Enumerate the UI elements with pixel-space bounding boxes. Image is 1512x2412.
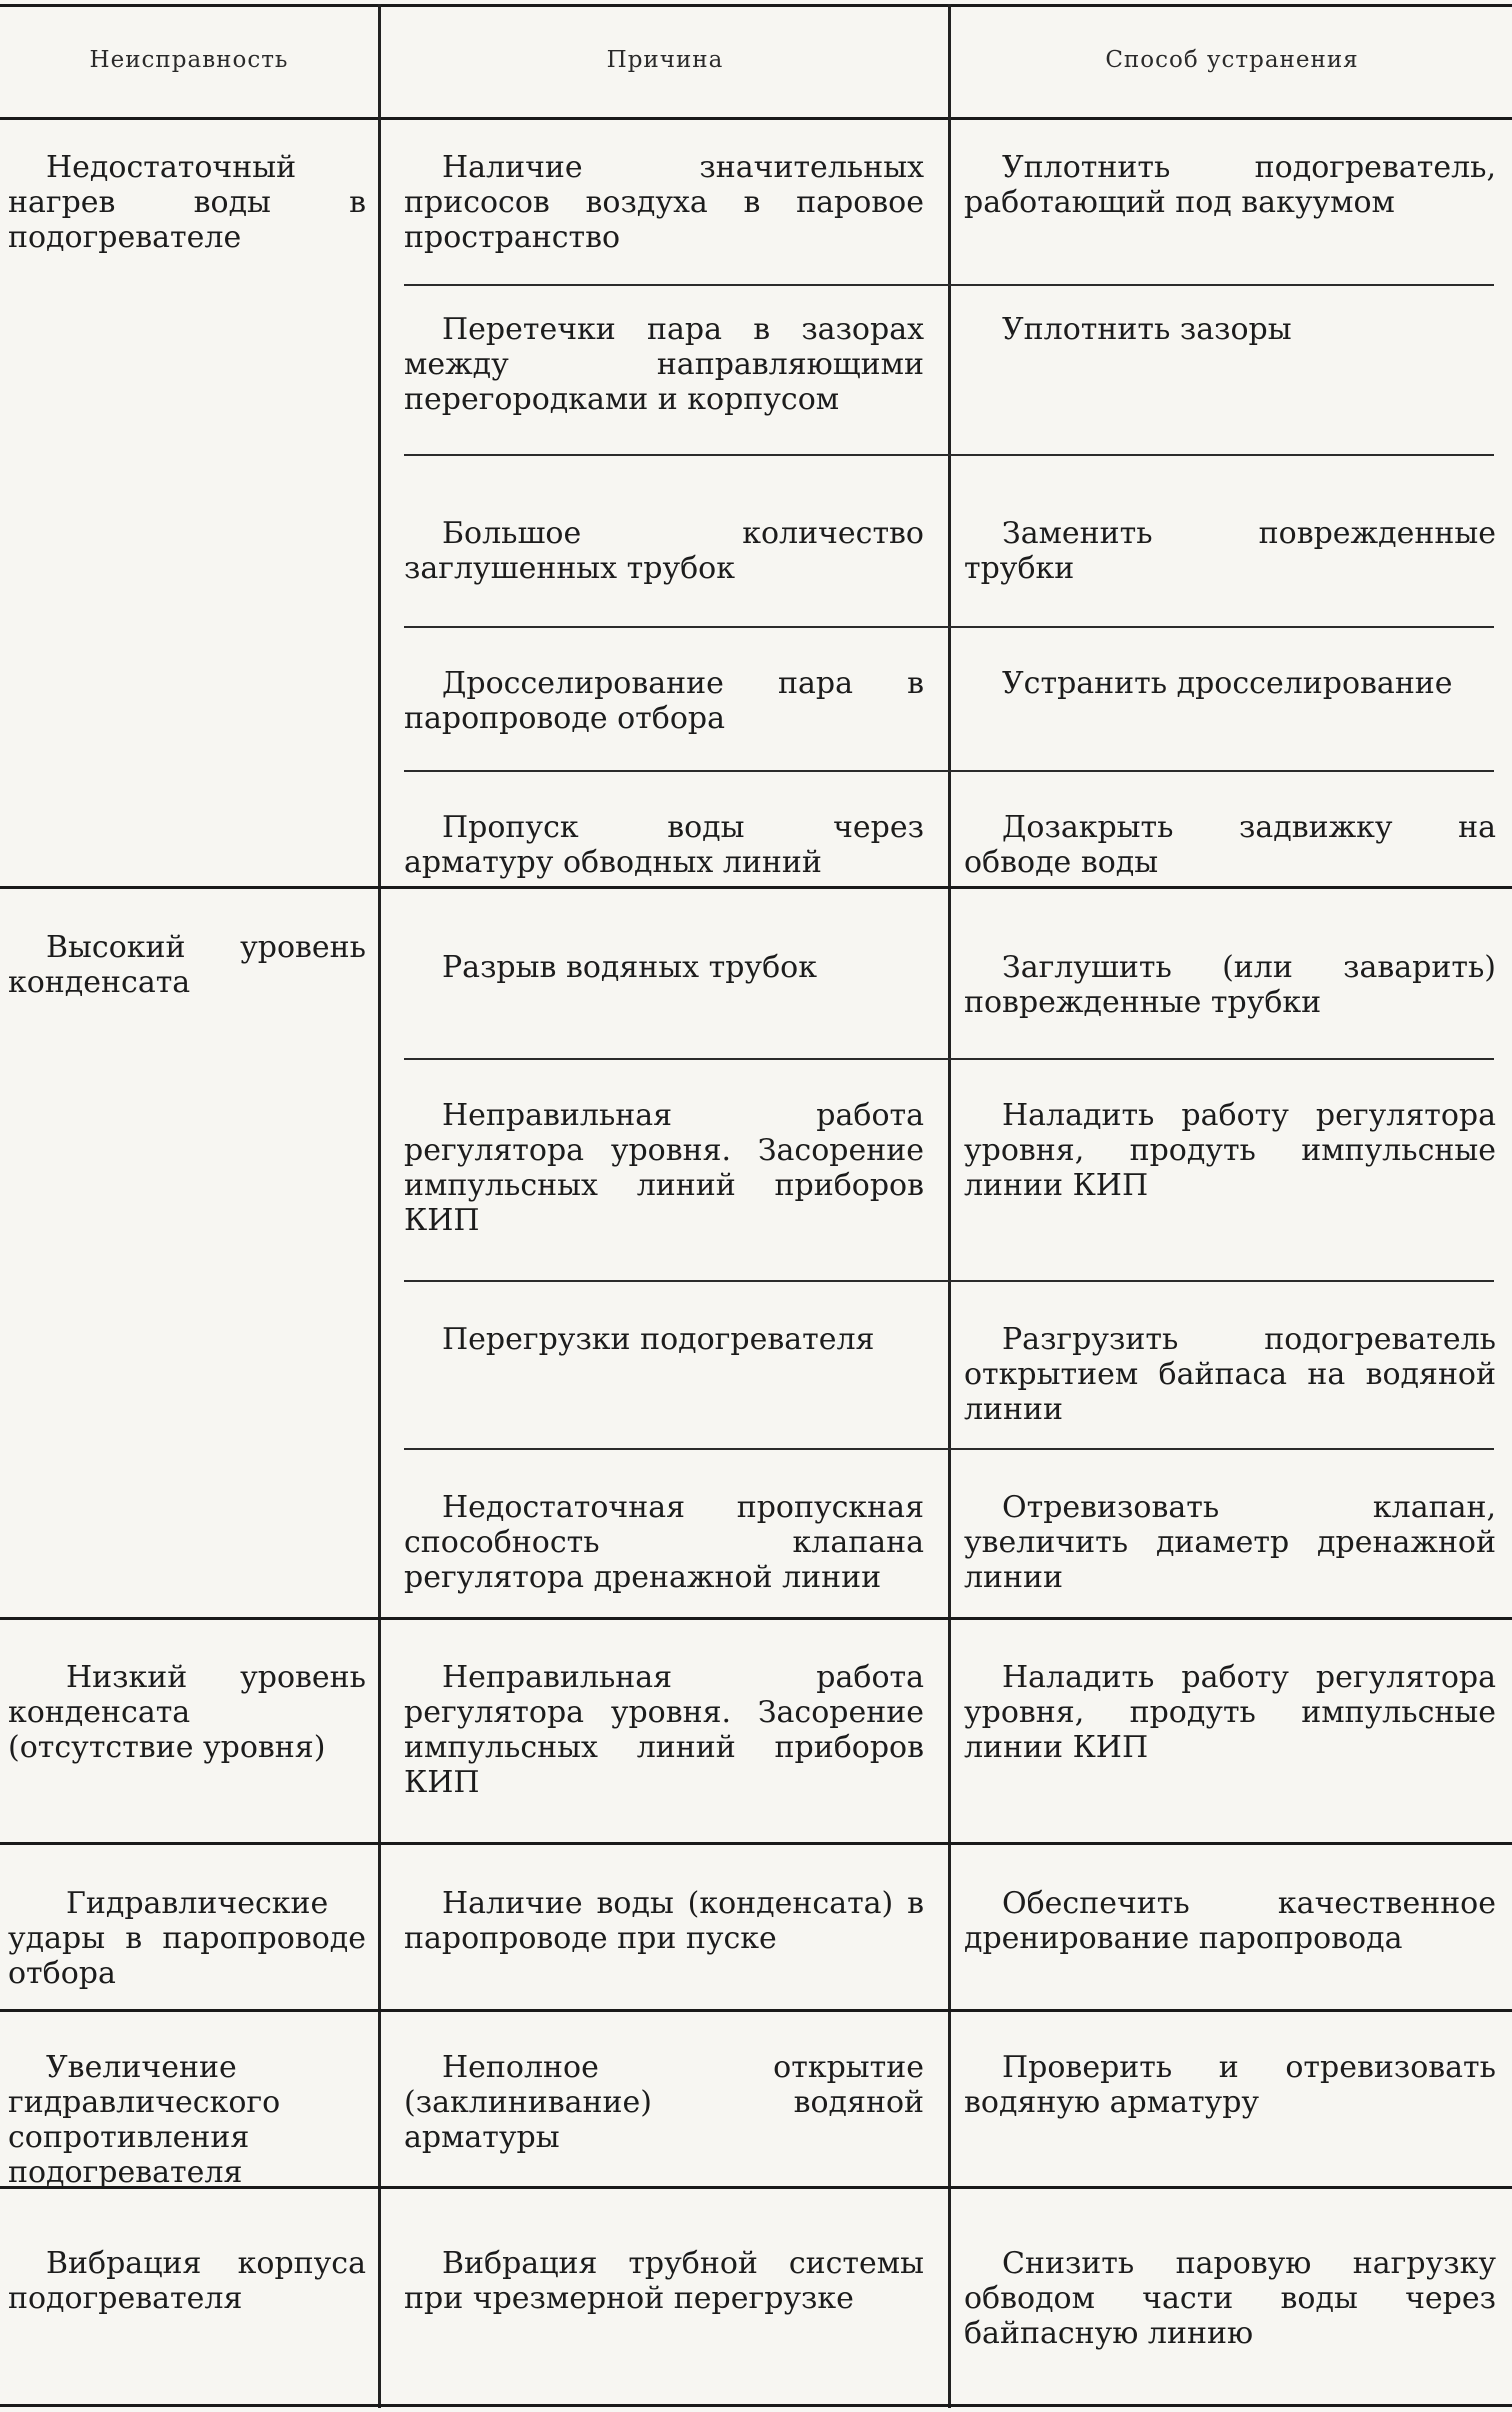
- header-bottom-border: [0, 117, 1512, 120]
- fault-cell: Вибрация корпуса подогревателя: [8, 2246, 366, 2316]
- remedy-cell: Дозакрыть задвижку на обводе воды: [964, 810, 1496, 880]
- remedy-cell: Заменить поврежденные трубки: [964, 516, 1496, 586]
- row-separator: [404, 1448, 1494, 1450]
- row-separator: [404, 1280, 1494, 1282]
- cause-cell: Вибрация трубной системы при чрезмерной перегрузке: [404, 2246, 924, 2316]
- remedy-cell: Уплотнить зазоры: [1002, 312, 1292, 347]
- fault-cell: Высокий уровень конденсата: [8, 930, 366, 1000]
- remedy-cell: Устранить дросселирование: [1002, 666, 1453, 701]
- remedy-cell: Уплотнить подогреватель, работающий под вакуумом: [964, 150, 1496, 220]
- row-separator: [404, 284, 1494, 286]
- column-divider-1: [378, 4, 381, 2408]
- header-remedy: Способ устранения: [1105, 47, 1359, 73]
- cause-cell: Перегрузки подогревателя: [442, 1322, 875, 1357]
- row-separator: [404, 770, 1494, 772]
- row-separator: [404, 1058, 1494, 1060]
- cause-cell: Неправильная работа регулятора уровня. Засорение импульсных линий приборов КИП: [404, 1660, 924, 1800]
- remedy-cell: Снизить паровую нагрузку обводом части воды через байпасную линию: [964, 2246, 1496, 2351]
- cause-cell: Неправильная работа регулятора уровня. Засорение импульсных линий приборов КИП: [404, 1098, 924, 1238]
- remedy-cell: Проверить и отревизовать водяную арматуру: [964, 2050, 1496, 2120]
- column-divider-2: [948, 4, 951, 2408]
- cause-cell: Недостаточная пропускная способность клапана регулятора дренажной линии: [404, 1490, 924, 1595]
- cause-cell: Наличие воды (конденсата) в паропроводе при пуске: [404, 1886, 924, 1956]
- fault-cell: Недостаточный нагрев воды в подогревателе: [8, 150, 366, 255]
- remedy-cell: Наладить работу регулятора уровня, продуть импульсные линии КИП: [964, 1660, 1496, 1765]
- remedy-cell: Наладить работу регулятора уровня, продуть импульсные линии КИП: [964, 1098, 1496, 1203]
- cause-cell: Неполное открытие (заклинивание) водяной арматуры: [404, 2050, 924, 2155]
- remedy-cell: Разгрузить подогреватель открытием байпаса на водяной линии: [964, 1322, 1496, 1427]
- remedy-cell: Обеспечить качественное дренирование паропровода: [964, 1886, 1496, 1956]
- fault-cell: Гидравлические удары в паропроводе отбора: [8, 1886, 366, 1991]
- group-separator: [0, 1617, 1512, 1620]
- table-bottom-border: [0, 2404, 1512, 2407]
- cause-cell: Дросселирование пара в паропроводе отбора: [404, 666, 924, 736]
- remedy-cell: Отревизовать клапан, увеличить диаметр дренажной линии: [964, 1490, 1496, 1595]
- row-separator: [404, 454, 1494, 456]
- group-separator: [0, 2009, 1512, 2012]
- header-fault: Неисправность: [89, 47, 289, 73]
- group-separator: [0, 886, 1512, 889]
- cause-cell: Пропуск воды через арматуру обводных линий: [404, 810, 924, 880]
- group-separator: [0, 1842, 1512, 1845]
- cause-cell: Перетечки пара в зазорах между направляющими перегородками и корпусом: [404, 312, 924, 417]
- fault-cell: Увеличение гидравлического сопротивления подогревателя: [8, 2050, 281, 2190]
- cause-cell: Большое количество заглушенных трубок: [404, 516, 924, 586]
- header-cause: Причина: [606, 47, 724, 73]
- cause-cell: Разрыв водяных трубок: [442, 950, 817, 985]
- fault-cell: Низкий уровень конденсата (отсутствие уровня): [8, 1660, 366, 1765]
- row-separator: [404, 626, 1494, 628]
- remedy-cell: Заглушить (или заварить) поврежденные трубки: [964, 950, 1496, 1020]
- cause-cell: Наличие значительных присосов воздуха в паровое пространство: [404, 150, 924, 255]
